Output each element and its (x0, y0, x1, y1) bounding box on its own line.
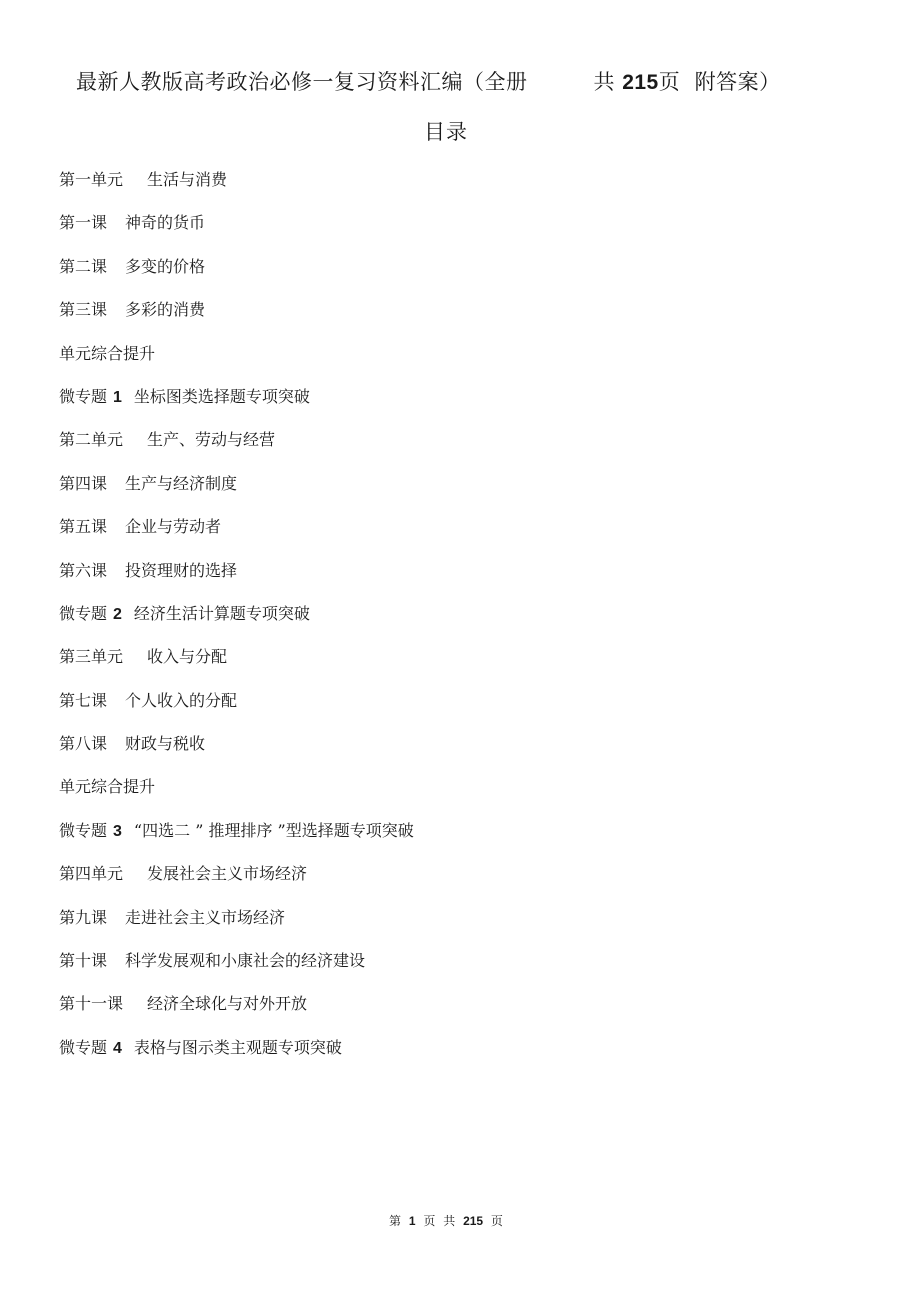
toc-entry-title: 多彩的消费 (125, 300, 206, 320)
toc-entry[interactable] (59, 470, 414, 513)
toc-entry-label: 第十课 (59, 951, 108, 971)
title-prefix: 最新人教版高考政治必修一复习资料汇编（全册 (76, 70, 528, 94)
toc-entry-label: 微专题 (59, 1037, 108, 1057)
title-total-num: 215 (622, 71, 659, 94)
toc-entry-title: 走进社会主义市场经济 (125, 907, 286, 927)
toc-entry-label: 第十一课 (59, 994, 124, 1014)
toc-entry-title: 生活与消费 (147, 170, 228, 189)
toc-entry[interactable] (59, 904, 414, 947)
toc-entry-label: 第二单元 (59, 430, 124, 450)
toc-entry[interactable] (59, 687, 414, 730)
toc-entry-title: 多变的价格 (125, 256, 206, 276)
toc-entry-title: 发展社会主义市场经济 (147, 864, 308, 884)
toc-entry-label: 第六课 (59, 560, 108, 580)
toc-entry-number: 1 (113, 388, 122, 406)
toc-entry-label: 第八课 (59, 734, 108, 754)
toc-heading: 目录 (424, 120, 468, 144)
toc-entry-label: 第五课 (59, 517, 108, 537)
toc-entry[interactable] (59, 340, 414, 383)
toc-entry[interactable] (59, 773, 414, 816)
toc-entry[interactable] (59, 730, 414, 773)
toc-entry-number: 4 (113, 1039, 122, 1057)
toc-entry-title: 企业与劳动者 (125, 517, 222, 537)
toc-entry-title: 收入与分配 (147, 647, 228, 667)
toc-entry-label: 第二课 (59, 256, 108, 276)
toc-entry[interactable] (59, 860, 414, 903)
toc-entry-label: 第七课 (59, 690, 108, 710)
toc-entry-label: 微专题 (59, 386, 108, 406)
table-of-contents (59, 166, 414, 1077)
toc-entry[interactable] (59, 817, 414, 860)
toc-entry-title: 神奇的货币 (125, 213, 206, 233)
toc-entry[interactable] (59, 296, 414, 339)
toc-entry-title: 投资理财的选择 (125, 560, 238, 580)
document-title (76, 66, 781, 99)
toc-entry-title: 经济生活计算题专项突破 (133, 603, 310, 623)
toc-entry-label: 第一课 (59, 213, 108, 233)
toc-entry-label: 单元综合提升 (59, 343, 156, 363)
toc-entry-label: 第三课 (59, 300, 108, 320)
toc-entry-title: 生产、劳动与经营 (147, 430, 276, 450)
toc-entry-title: “四选二 ” 推理排序 ”型选择题专项突破 (133, 820, 414, 840)
toc-entry[interactable] (59, 166, 414, 209)
footer-total-pages: 215 (463, 1214, 484, 1228)
toc-entry-title: 个人收入的分配 (125, 690, 238, 710)
toc-entry-label: 第三单元 (59, 647, 124, 667)
toc-entry-label: 微专题 (59, 603, 108, 623)
toc-entry[interactable] (59, 600, 414, 643)
footer-mid: 页 共 (423, 1214, 456, 1228)
toc-entry-label: 第九课 (59, 907, 108, 927)
footer-page-number: 1 (408, 1214, 416, 1228)
toc-entry[interactable] (59, 426, 414, 469)
toc-entry[interactable] (59, 990, 414, 1033)
toc-entry-label: 微专题 (59, 820, 108, 840)
toc-entry-number: 2 (113, 605, 122, 623)
toc-entry-label: 单元综合提升 (59, 777, 156, 797)
toc-entry-label: 第一单元 (59, 170, 124, 189)
toc-entry[interactable] (59, 253, 414, 296)
toc-entry-title: 坐标图类选择题专项突破 (133, 386, 310, 406)
toc-entry-title: 生产与经济制度 (125, 473, 238, 493)
toc-entry[interactable] (59, 383, 414, 426)
page-footer (0, 1212, 892, 1230)
toc-entry[interactable] (59, 643, 414, 686)
toc-entry-title: 科学发展观和小康社会的经济建设 (125, 951, 366, 971)
toc-entry[interactable] (59, 947, 414, 990)
toc-entry-title: 财政与税收 (125, 734, 206, 754)
toc-entry-label: 第四单元 (59, 864, 124, 884)
toc-entry[interactable] (59, 1034, 414, 1077)
toc-entry[interactable] (59, 513, 414, 556)
toc-entry-label: 第四课 (59, 473, 108, 493)
footer-pre: 第 (389, 1214, 402, 1228)
title-suffix: 附答案） (694, 70, 781, 94)
toc-entry-number: 3 (113, 822, 122, 840)
toc-entry[interactable] (59, 209, 414, 252)
footer-post: 页 (490, 1214, 503, 1228)
title-total-pre: 共 (593, 70, 615, 94)
toc-entry-title: 经济全球化与对外开放 (147, 994, 308, 1014)
title-total-post: 页 (658, 70, 681, 94)
toc-entry[interactable] (59, 557, 414, 600)
toc-entry-title: 表格与图示类主观题专项突破 (133, 1037, 342, 1057)
